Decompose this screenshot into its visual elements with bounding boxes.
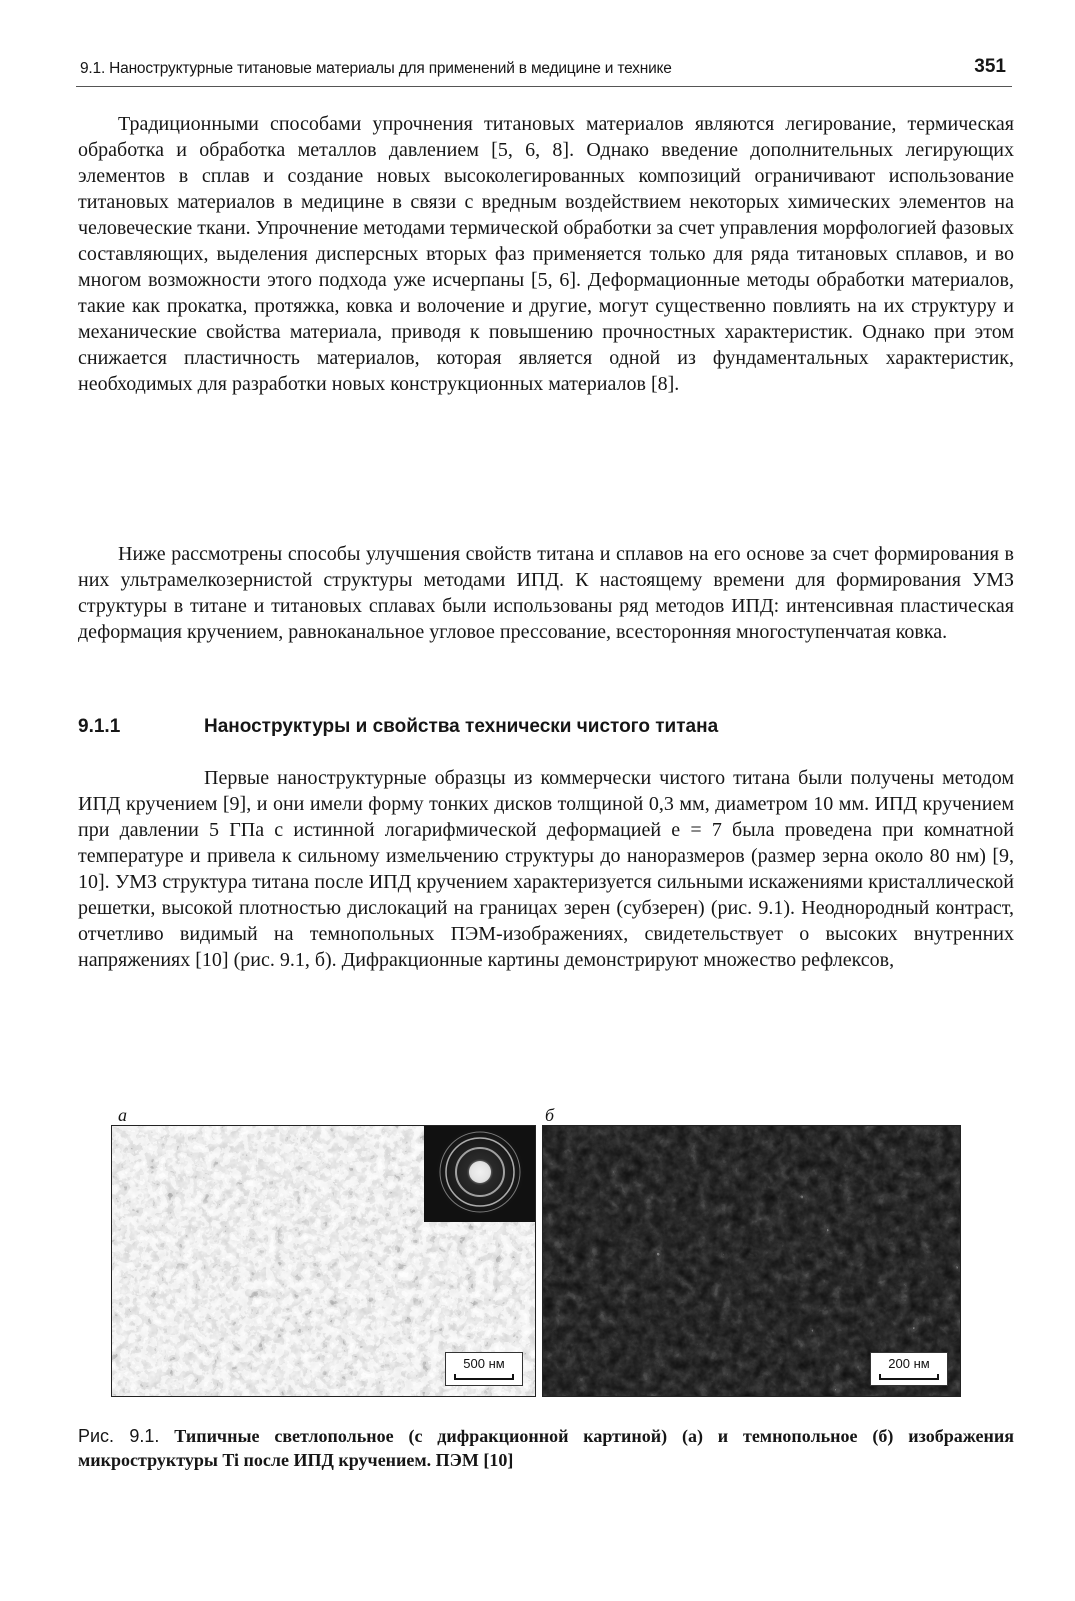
scale-line-b bbox=[879, 1374, 939, 1380]
scale-bar-b bbox=[870, 1352, 948, 1386]
figure-caption bbox=[78, 1424, 1014, 1472]
diffraction-inset bbox=[424, 1126, 535, 1222]
running-head bbox=[76, 56, 1012, 87]
scale-line-a bbox=[454, 1374, 514, 1380]
page-number: 351 bbox=[974, 56, 1006, 77]
section-title: Наноструктуры и свойства технически чистого титана bbox=[204, 716, 719, 737]
caption-label: Рис. 9.1. bbox=[78, 1426, 160, 1446]
scale-bar-a bbox=[445, 1352, 523, 1386]
dark-field-micrograph bbox=[542, 1125, 961, 1397]
section-number: 9.1.1 bbox=[78, 716, 121, 737]
caption-text: Типичные светлопольное (с дифракционной картиной) (а) и темнопольное (б) изображения микроструктуры Ti после ИПД кручением. ПЭМ [10] bbox=[78, 1426, 1014, 1470]
bright-field-micrograph bbox=[111, 1125, 536, 1397]
paragraph-first-samples: Первые наноструктурные образцы из коммерчески чистого титана были получены методом ИПД кручением [9], и они имели форму тонких дисков толщиной 0,3 мм, диаметром 10 мм. ИПД кручением при давлении 5 ГПа с истинной логарифмической деформацией e = 7 была проведена при комнатной температуре и привела к сильному измельчению структуры до наноразмеров (размер зерна около 80 нм) [9, 10]. УМЗ структура титана после ИПД кручением характеризуется сильными искажениями кристаллической решетки, высокой плотностью дислокаций на границах зерен (субзерен) (рис. 9.1). Неоднородный контраст, отчетливо видимый на темнопольных ПЭМ-изображениях, свидетельствует о высоких внутренних напряжениях [10] (рис. 9.1, б). Дифракционные картины демонстрируют множество рефлексов, bbox=[78, 767, 1014, 971]
running-head-title: 9.1. Наноструктурные титановые материалы для применений в медицине и технике bbox=[80, 60, 672, 77]
panel-b-letter: б bbox=[545, 1105, 555, 1125]
panel-a-letter: а bbox=[118, 1105, 127, 1125]
scale-label-b: 200 нм bbox=[888, 1356, 930, 1371]
paragraph-spd-methods: Ниже рассмотрены способы улучшения свойств титана и сплавов на его основе за счет формирования в них ультрамелкозернистой структуры методами ИПД. К настоящему времени для формирования УМЗ структуры в титане и титановых сплавах были использованы ряд методов ИПД: интенсивная пластическая деформация кручением, равноканальное угловое прессование, всесторонняя многоступенчатая ковка. bbox=[78, 543, 1014, 643]
paragraph-strengthening-methods: Традиционными способами упрочнения титановых материалов являются легирование, термическая обработка и обработка металлов давлением [5, 6, 8]. Однако введение дополнительных легирующих элементов в сплав и создание новых высоколегированных композиций ограничивают использование титановых материалов в медицине в связи с вредным воздействием некоторых химических элементов на человеческие ткани. Упрочнение методами термической обработки за счет управления морфологией фазовых составляющих, выделения дисперсных вторых фаз применяется только для ряда титановых сплавов, и во многом возможности этого подхода уже исчерпаны [5, 6]. Деформационные методы обработки материалов, такие как прокатка, протяжка, ковка и волочение и другие, могут существенно повлиять на их структуру и механические свойства материала, приводя к повышению прочностных характеристик. Однако при этом снижается пластичность материалов, которая является одной из фундаментальных характеристик, необходимых для разработки новых конструкционных материалов [8]. bbox=[78, 113, 1015, 395]
scale-label-a: 500 нм bbox=[463, 1356, 505, 1371]
